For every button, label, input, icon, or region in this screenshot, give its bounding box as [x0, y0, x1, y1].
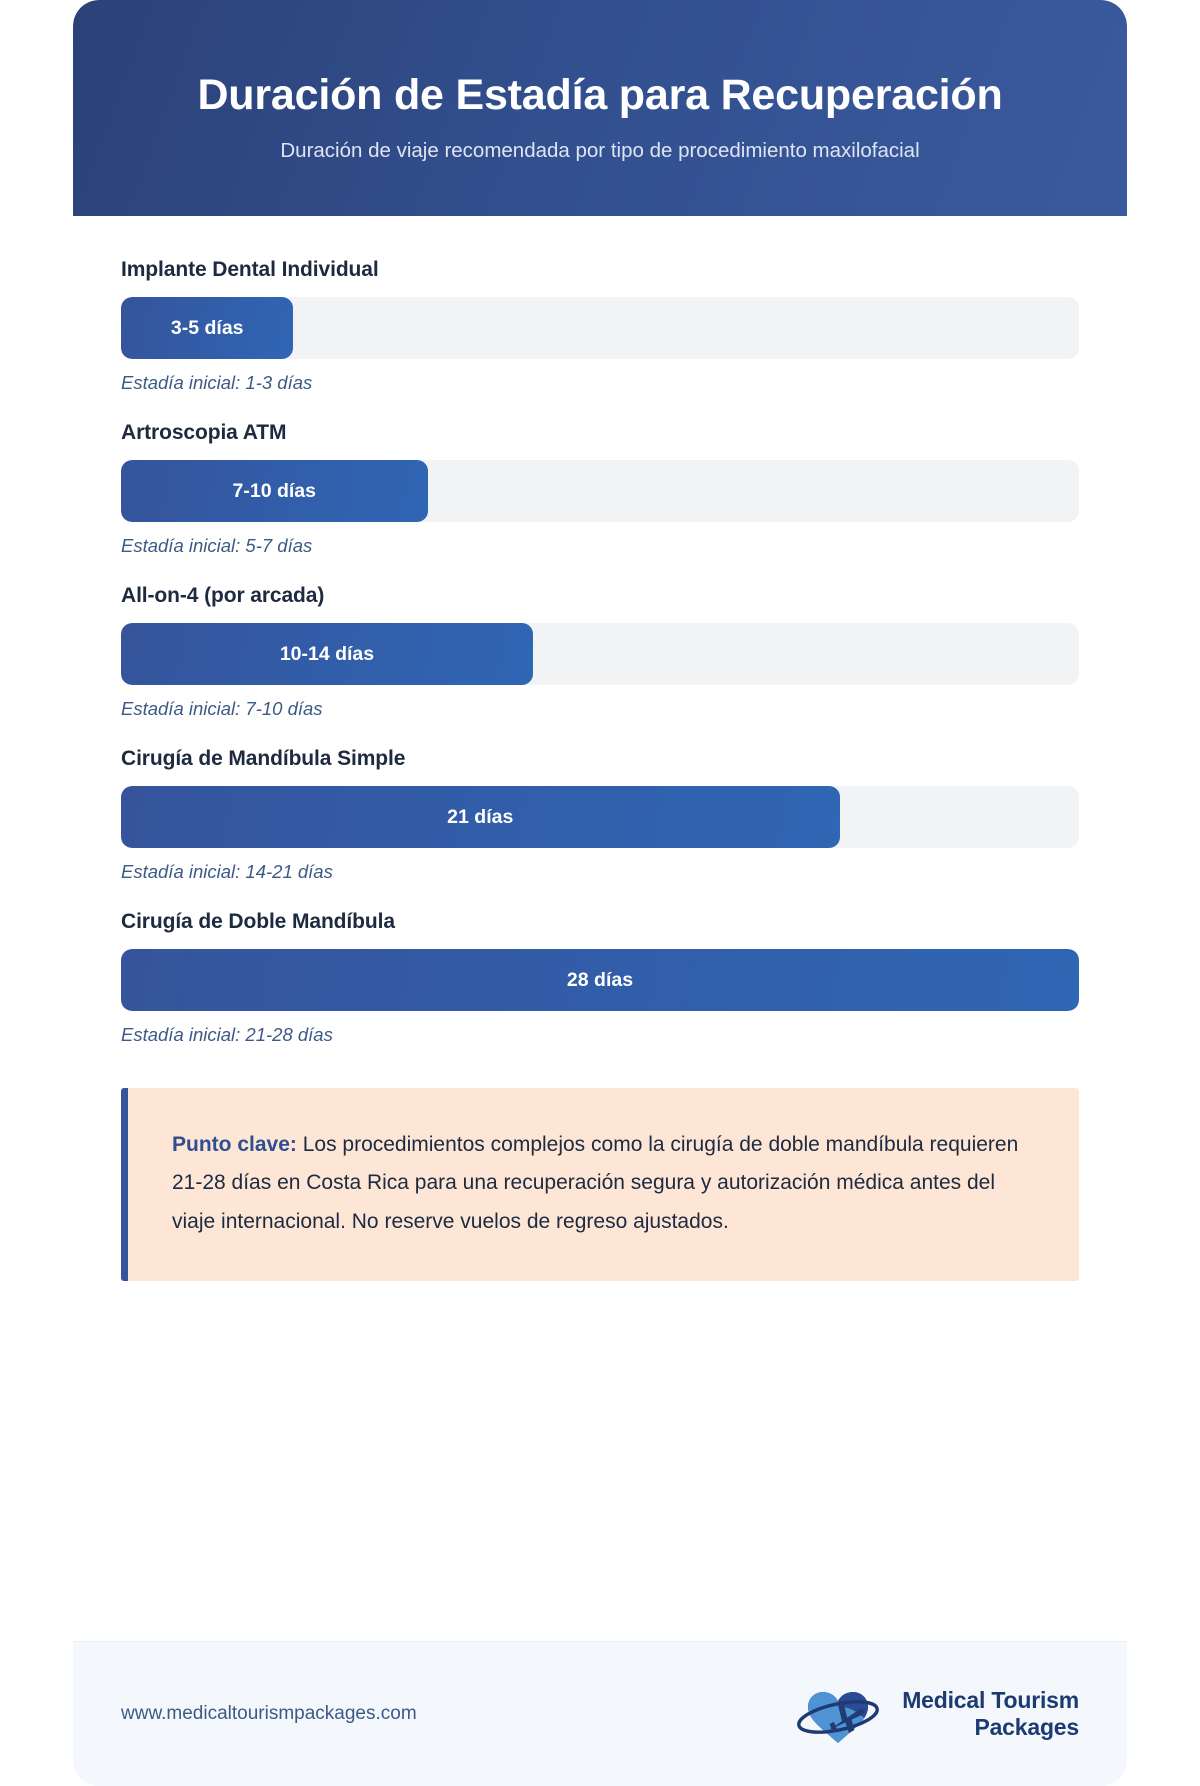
bar-fill[interactable]	[121, 460, 428, 522]
brand-line-2: Packages	[974, 1714, 1079, 1740]
key-point-body: Los procedimientos complejos como la cirugía de doble mandíbula requieren 21-28 días en Costa Rica para una recuperación segura y autorización médica antes del viaje internacional. No reserve vuelos de regreso ajustados.	[172, 1133, 1019, 1233]
initial-stay-note: Estadía inicial: 5-7 días	[121, 535, 313, 556]
procedure-row	[121, 421, 1079, 557]
bar-fill[interactable]	[121, 949, 1079, 1011]
initial-stay-note: Estadía inicial: 14-21 días	[121, 861, 333, 882]
bar-value-label: 28 días	[566, 968, 634, 991]
procedure-row	[121, 910, 1079, 1046]
bar-value-label: 10-14 días	[279, 642, 375, 665]
key-point-callout	[121, 1088, 1079, 1281]
chart-rows	[73, 216, 1127, 1046]
procedure-label: Cirugía de Doble Mandíbula	[121, 910, 395, 933]
bar-fill[interactable]	[121, 786, 840, 848]
header-banner	[73, 0, 1127, 216]
bar-value-label: 7-10 días	[232, 479, 316, 502]
heart-airplane-globe-icon	[786, 1677, 890, 1751]
bar-track	[121, 949, 1079, 1011]
bar-track	[121, 623, 1079, 685]
procedure-label: Cirugía de Mandíbula Simple	[121, 747, 406, 770]
bar-track	[121, 786, 1079, 848]
infographic-page	[73, 0, 1127, 1786]
brand-logo	[786, 1677, 1079, 1751]
bar-fill[interactable]	[121, 623, 533, 685]
procedure-label: Implante Dental Individual	[121, 258, 379, 281]
procedure-row	[121, 584, 1079, 720]
initial-stay-note: Estadía inicial: 21-28 días	[121, 1024, 333, 1045]
footer-bar	[73, 1641, 1127, 1786]
procedure-row	[121, 258, 1079, 394]
bar-value-label: 3-5 días	[170, 316, 244, 339]
procedure-row	[121, 747, 1079, 883]
brand-wordmark	[902, 1687, 1079, 1741]
bar-track	[121, 297, 1079, 359]
initial-stay-note: Estadía inicial: 7-10 días	[121, 698, 323, 719]
brand-line-1: Medical Tourism	[902, 1686, 1079, 1713]
bar-fill[interactable]	[121, 297, 293, 359]
initial-stay-note: Estadía inicial: 1-3 días	[121, 372, 313, 393]
procedure-label: Artroscopia ATM	[121, 421, 287, 444]
page-subtitle: Duración de viaje recomendada por tipo de procedimiento maxilofacial	[280, 139, 920, 163]
key-point-text	[172, 1126, 1035, 1241]
footer-website-url[interactable]: www.medicaltourismpackages.com	[121, 1703, 417, 1724]
page-title: Duración de Estadía para Recuperación	[197, 70, 1003, 119]
bar-value-label: 21 días	[447, 805, 514, 828]
procedure-label: All-on-4 (por arcada)	[121, 584, 325, 607]
bar-track	[121, 460, 1079, 522]
key-point-keyword: Punto clave:	[172, 1133, 297, 1156]
